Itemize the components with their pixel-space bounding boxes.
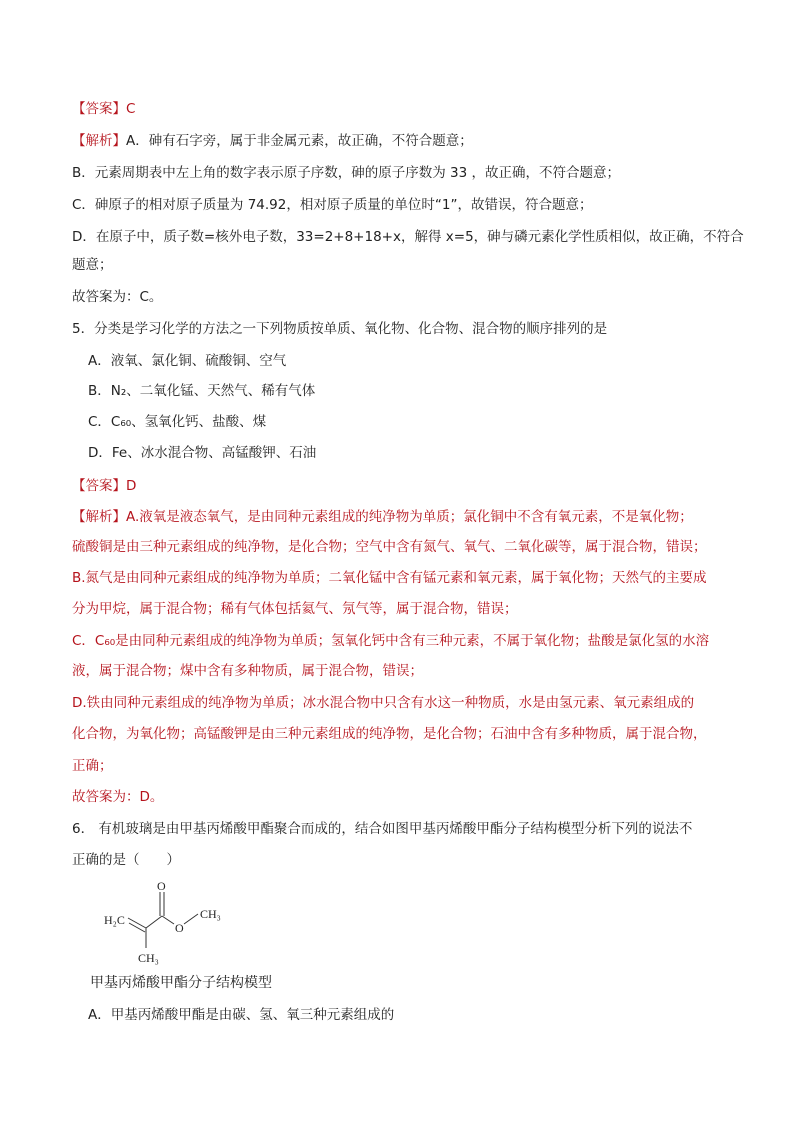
answer-tag: 【答案】 [72, 101, 126, 117]
q4-answer-line [72, 99, 732, 119]
q5-analysis-line-2: 硫酸铜是由三种元素组成的纯净物，是化合物；空气中含有氮气、氧气、二氧化碳等，属于混合物，错误； [72, 539, 707, 555]
alkene-bond-1 [128, 918, 146, 928]
q4-analysis-line-3: C．砷原子的相对原子质量为 74.92，相对原子质量的单位时“1”，故错误，符合题意； [72, 197, 593, 213]
q5-analysis-line-6: 液，属于混合物；煤中含有多种物质，属于混合物，错误； [72, 663, 423, 679]
q5-option-d: D．Fe、冰水混合物、高锰酸钾、石油 [88, 445, 317, 461]
methyl-bottom-label: CH₃ [138, 951, 159, 965]
q6-stem-line-1: 6． 有机玻璃是由甲基丙烯酸甲酯聚合而成的，结合如图甲基丙烯酸甲酯分子结构模型分析下列的说法不 [72, 821, 693, 837]
answer-tag: 【答案】 [72, 478, 126, 494]
alkene-bond-2 [129, 923, 145, 932]
q6-option-a: A．甲基丙烯酸甲酯是由碳、氢、氧三种元素组成的 [88, 1007, 395, 1023]
q5-answer-line [72, 476, 732, 496]
oxygen-label: O [157, 879, 166, 893]
cc-bond [146, 916, 162, 928]
q5-analysis-line-8: 化合物，为氧化物；高锰酸钾是由三种元素组成的纯净物，是化合物；石油中含有多种物质，属于混合物， [72, 726, 707, 742]
q4-analysis-line-1 [72, 131, 732, 151]
q6-stem-line-2: 正确的是（ ） [72, 852, 180, 868]
q5-option-b: B．N₂、二氧化锰、天然气、稀有气体 [88, 383, 316, 399]
q4-analysis-line-2: B．元素周期表中左上角的数字表示原子序数，砷的原子序数为 33 ，故正确，不符合题意； [72, 165, 621, 181]
q4-analysis-line-5: 题意； [72, 257, 113, 273]
figure-caption: 甲基丙烯酸甲酯分子结构模型 [90, 975, 272, 991]
q5-conclusion: 故答案为：D。 [72, 789, 164, 805]
q5-option-c: C．C₆₀、氢氧化钙、盐酸、煤 [88, 414, 267, 430]
ester-bond-2 [184, 914, 198, 924]
q5-analysis-line-7: D.铁由同种元素组成的纯净物为单质；冰水混合物中只含有水这一种物质，水是由氢元素、氧元素组成的 [72, 695, 695, 711]
q5-analysis-line-4: 分为甲烷，属于混合物；稀有气体包括氦气、氖气等，属于混合物，错误； [72, 601, 518, 617]
methyl-right-label: CH₃ [200, 907, 221, 921]
ester-oxygen-label: O [175, 921, 184, 935]
h2c-label: H₂C [104, 913, 125, 927]
q4-conclusion: 故答案为：C。 [72, 289, 163, 305]
answer-value: D [126, 478, 137, 494]
q5-stem: 5．分类是学习化学的方法之一下列物质按单质、氧化物、化合物、混合物的顺序排列的是 [72, 321, 608, 337]
analysis-tag: 【解析】 [72, 133, 126, 149]
analysis-text: A.液氧是液态氧气，是由同种元素组成的纯净物为单质；氯化铜中不含有氧元素，不是氧化物； [126, 509, 693, 525]
q4-analysis-line-4: D．在原子中，质子数=核外电子数，33=2+8+18+x，解得 x=5，砷与磷元素化学性质相似，故正确，不符合 [72, 229, 744, 245]
q5-analysis-line-3: B.氮气是由同种元素组成的纯净物为单质；二氧化锰中含有锰元素和氧元素，属于氧化物；天然气的主要成 [72, 570, 707, 586]
analysis-text: A．砷有石字旁，属于非金属元素，故正确，不符合题意； [126, 133, 473, 149]
analysis-tag: 【解析】 [72, 509, 126, 525]
q5-analysis-line-9: 正确； [72, 758, 113, 774]
q5-option-a: A．液氧、氯化铜、硫酸铜、空气 [88, 353, 287, 369]
ester-bond-1 [162, 916, 174, 924]
molecule-structure-diagram [100, 878, 240, 968]
answer-value: C [126, 101, 136, 117]
q5-analysis-line-1 [72, 507, 732, 527]
q5-analysis-line-5: C．C₆₀是由同种元素组成的纯净物为单质；氢氧化钙中含有三种元素，不属于氧化物；盐酸是氯化氢的水溶 [72, 633, 710, 649]
